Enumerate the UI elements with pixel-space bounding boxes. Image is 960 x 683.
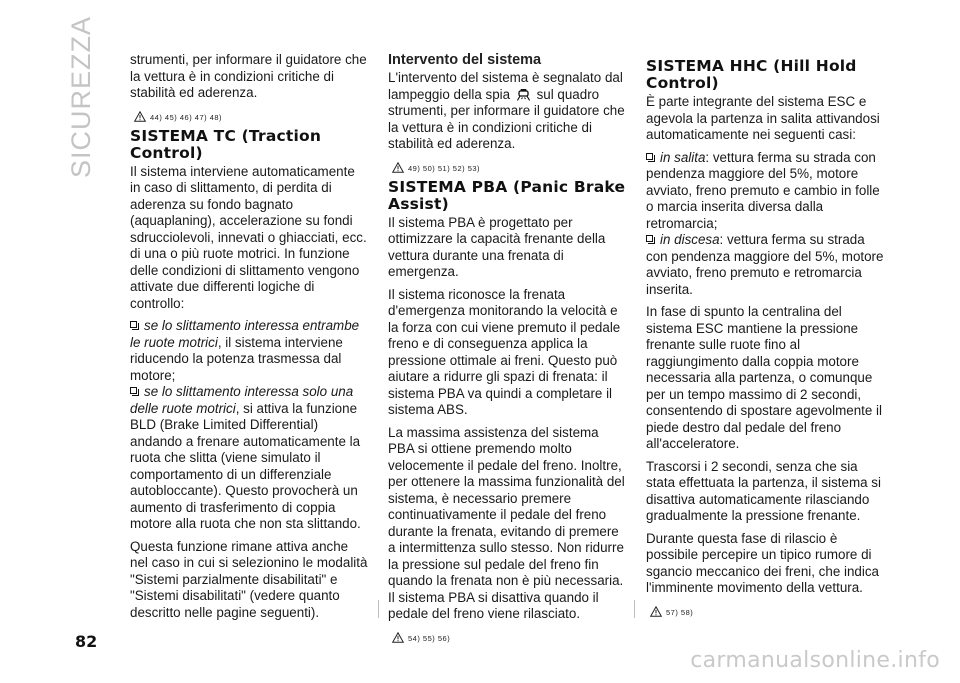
paragraph: Durante questa fase di rilascio è possibile percepire un tipico rumore di sgancio meccanico dei freni, che indica l'imminente movimento della vettura. xyxy=(646,530,879,595)
warning-references xyxy=(392,629,626,643)
heading-hill-hold-control: SISTEMA HHC (Hill Hold Control) xyxy=(646,57,857,92)
bullet-text: : vettura ferma su strada con pendenza maggiore del 5%, motore avviato, freno premuto e retromarcia inserita. xyxy=(646,232,884,297)
bullet-icon xyxy=(646,153,656,161)
paragraph: È parte integrante del sistema ESC e agevola la partenza in salita attivandosi automaticamente nei seguenti casi: xyxy=(646,94,880,142)
paragraph-part: L'intervento del sistema è segnalato dal lampeggio della spia xyxy=(388,70,623,102)
column-2 xyxy=(388,52,626,649)
bullet-emphasis: in salita xyxy=(660,149,706,165)
paragraph xyxy=(388,70,626,153)
page-number: 82 xyxy=(75,632,98,651)
warning-triangle-icon xyxy=(650,606,662,617)
bullet-item xyxy=(646,150,884,233)
reference-numbers: 54) 55) 56) xyxy=(408,633,451,643)
heading-system-intervention: Intervento del sistema xyxy=(388,52,542,68)
column-3 xyxy=(646,52,884,623)
paragraph: Il sistema riconosce la frenata d'emergenza monitorando la velocità e la forza con cui viene premuto il pedale freno e di conseguenza applica la pressione ottimale ai freni. Questo può aiutare a ridurre gli spazi di frenata: il sistema PBA va quindi a completare il sistema ABS. xyxy=(388,286,621,417)
bullet-emphasis: se lo slittamento interessa solo una delle ruote motrici xyxy=(130,384,354,416)
bullet-icon xyxy=(130,321,140,329)
bullet-icon xyxy=(646,235,656,243)
bullet-emphasis: se lo slittamento interessa entrambe le ruote motrici xyxy=(130,318,360,350)
warning-triangle-icon xyxy=(392,162,404,173)
warning-references xyxy=(392,159,626,173)
paragraph-part: sul quadro strumenti, per informare il guidatore che la vettura è in condizioni critiche di stabilità ed aderenza. xyxy=(388,86,625,151)
bullet-emphasis: in discesa xyxy=(660,232,720,247)
warning-references xyxy=(134,108,368,122)
paragraph: Il sistema interviene automaticamente in caso di slittamento, di perdita di aderenza su fondo bagnato (aquaplaning), accelerazione su fondi sdrucciolevoli, innevati o ghiacciati, ecc. di una o più ruote motrici. In funzione delle condizioni di slittamento vengono attivate due differenti logiche di controllo: xyxy=(130,163,367,311)
bullet-text: , il sistema interviene riducendo la potenza trasmessa dal motore; xyxy=(130,334,343,383)
paragraph: Questa funzione rimane attiva anche nel caso in cui si selezionino le modalità "Sistemi parzialmente disabilitati" e "Sistemi disabilitati" (vedere quanto descritto nelle pagine seguenti). xyxy=(130,538,368,620)
heading-traction-control: SISTEMA TC (Traction Control) xyxy=(130,126,322,162)
reference-numbers: 57) 58) xyxy=(666,607,694,617)
bullet-item xyxy=(130,318,368,384)
section-side-title: SICUREZZA xyxy=(66,15,96,178)
paragraph: Trascorsi i 2 secondi, senza che sia stata effettuata la partenza, il sistema si disattiva automaticamente rilasciando gradualmente la pressione frenante. xyxy=(646,458,881,523)
warning-triangle-icon xyxy=(392,632,404,643)
column-1 xyxy=(130,52,368,627)
bullet-item xyxy=(646,232,884,298)
column-divider xyxy=(378,600,379,618)
paragraph: In fase di spunto la centralina del sistema ESC mantiene la pressione frenante sulle ruote fino al raggiungimento dalla coppia motore necessaria alla partenza, o comunque per un tempo massimo di 2 secondi, consentendo di spostare agevolmente il piede destro dal pedale del freno all'acceleratore. xyxy=(646,304,882,451)
reference-numbers: 44) 45) 46) 47) 48) xyxy=(150,112,223,122)
paragraph: La massima assistenza del sistema PBA si ottiene premendo molto velocemente il pedale del freno. Inoltre, per ottenere la massima funzionalità del sistema, è necessario premere continuativamente il pedale del freno durante la frenata, evitando di premere a intermittenza sullo stesso. Non ridurre la pressione sul pedale del freno fin quando la frenata non è più necessaria. Il sistema PBA si disattiva quando il pedale del freno viene rilasciato. xyxy=(388,424,625,621)
paragraph: strumenti, per informare il guidatore che la vettura è in condizioni critiche di stabilità ed aderenza. xyxy=(130,52,367,100)
column-divider xyxy=(634,600,635,618)
esc-warning-lamp-icon xyxy=(516,87,531,102)
heading-panic-brake-assist: SISTEMA PBA (Panic Brake Assist) xyxy=(388,177,626,213)
bullet-item xyxy=(130,384,368,533)
bullet-icon xyxy=(130,387,140,395)
warning-references xyxy=(650,603,884,617)
warning-triangle-icon xyxy=(134,111,146,122)
watermark: carmanualsonline.info xyxy=(690,648,940,673)
bullet-text: : vettura ferma su strada con pendenza maggiore del 5%, motore avviato, freno premuto e cambio in folle o marcia inserita diversa dalla retromarcia; xyxy=(646,149,880,231)
bullet-text: , si attiva la funzione BLD (Brake Limited Differential) andando a frenare automaticamente la ruota che slitta (viene simulato il comportamento di un differenziale autobloccante). Questo provocherà un aumento di trasferimento di coppia motore alla ruota che non sta slittando. xyxy=(130,400,361,531)
reference-numbers: 49) 50) 51) 52) 53) xyxy=(408,163,481,173)
paragraph: Il sistema PBA è progettato per ottimizzare la capacità frenante della vettura durante una frenata di emergenza. xyxy=(388,214,606,279)
